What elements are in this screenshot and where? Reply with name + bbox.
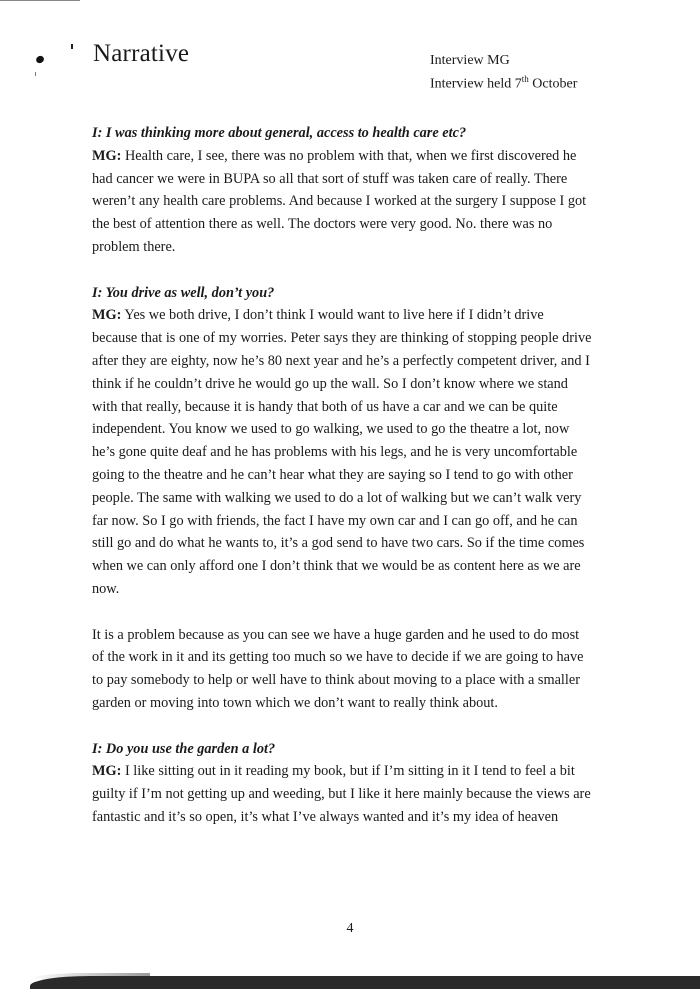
page-number: 4 xyxy=(346,921,354,936)
transcript-body xyxy=(92,122,592,829)
speaker-label: MG: xyxy=(92,147,122,164)
paragraph-gap xyxy=(92,601,592,624)
speaker-label: MG: xyxy=(92,763,122,780)
interviewer-question: I: Do you use the garden a lot? xyxy=(92,740,276,757)
answer-text: I like sitting out in it reading my book, but if I’m sitting in it I tend to feel a bit guilty if I’m not getting up and weeding, but I like it here mainly because the views are fantastic and it’s so open, it’s what I’ve always wanted and it’s my idea of heaven xyxy=(92,763,591,825)
interview-date-suffix: October xyxy=(528,76,578,92)
scan-edge-shadow xyxy=(30,976,700,989)
scan-ink-dot xyxy=(35,54,45,64)
interviewer-question: I: You drive as well, don’t you? xyxy=(92,284,275,301)
scan-ink-mark xyxy=(35,72,36,76)
interview-info xyxy=(430,52,577,94)
interviewee-answer xyxy=(92,760,592,828)
interviewer-question: I: I was thinking more about general, access to health care etc? xyxy=(92,125,467,141)
paragraph-gap xyxy=(92,259,592,282)
interviewee-answer xyxy=(92,304,592,600)
interview-date-prefix: Interview held 7 xyxy=(430,76,522,92)
answer-continuation: It is a problem because as you can see we have a huge garden and he used to do most of the work in it and its getting too much so we have to decide if we are going to have to pay somebody to help or well have to think about moving to a place with a smaller garden or moving into town which we don’t want to really think about. xyxy=(92,626,584,711)
interview-id: Interview MG xyxy=(430,53,510,68)
interview-date-ordinal: th xyxy=(521,74,529,84)
top-edge-rule xyxy=(0,0,80,1)
answer-text: Yes we both drive, I don’t think I would want to live here if I didn’t drive because that is one of my worries. Peter says they are thinking of stopping people drive after they are eighty, now he’s 80 next year and he’s a perfectly competent driver, and I think if he couldn’t drive he would go up the wall. So I don’t know where we stand with that really, because it is handy that both of us have a car and we can be quite independent. You know we used to go walking, we used to go the theatre a lot, now he’s gone quite deaf and he has problems with his legs, and he is very uncomfortable going to the theatre and he can’t hear what they are saying so I tend to go with other people. The same with walking we used to do a lot of walking but we can’t walk very far now. So I go with friends, the fact I have my own car and I can go off, and he can still go and do what he wants to, it’s a god send to have two cars. So if the time comes when we can only afford one I don’t think that we would be as content here as we are now. xyxy=(92,307,592,597)
scan-ink-tick xyxy=(71,44,73,49)
paragraph-gap xyxy=(92,715,592,738)
interview-date xyxy=(430,70,577,94)
interviewee-answer xyxy=(92,145,592,259)
answer-text: Health care, I see, there was no problem with that, when we first discovered he had cancer we were in BUPA so all that sort of stuff was taken care of really. There weren’t any health care problems. And because I worked at the surgery I suppose I got the best of attention there as well. The doctors were very good. No. there was no problem there. xyxy=(92,147,587,255)
speaker-label: MG: xyxy=(92,307,122,324)
page-title: Narrative xyxy=(93,40,190,67)
